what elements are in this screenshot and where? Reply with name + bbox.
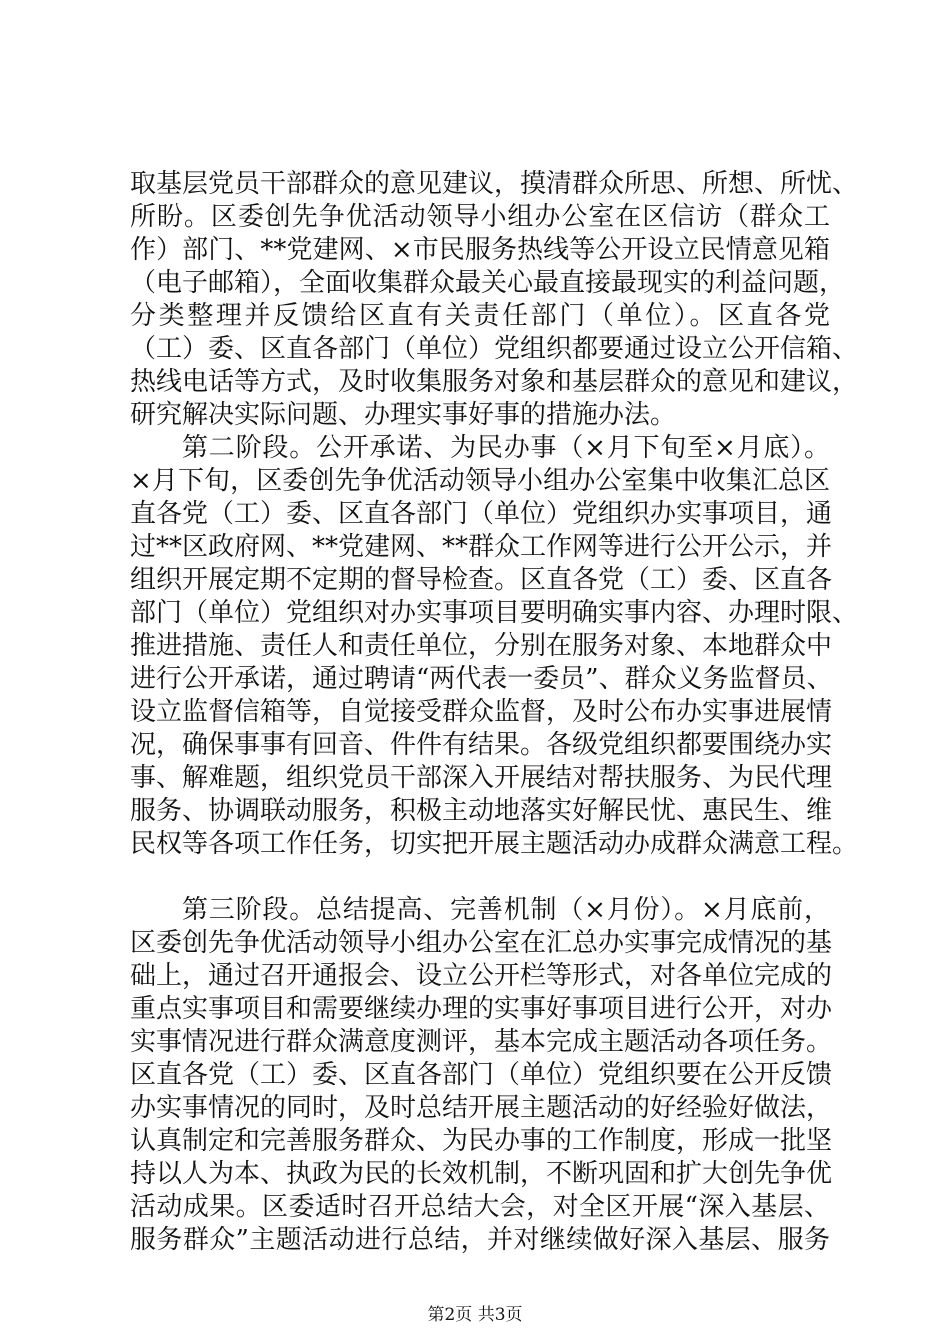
- text-line: 研究解决实际问题、办理实事好事的措施办法。: [130, 400, 677, 430]
- text-line: 过**区政府网、**党建网、**群众工作网等进行公开公示，并: [130, 532, 833, 562]
- text-line: 办实事情况的同时，及时总结开展主题活动的好经验好做法，: [130, 1093, 833, 1123]
- page-footer: 第2页 共3页: [427, 1305, 523, 1325]
- text-line: 实事情况进行群众满意度测评，基本完成主题活动各项任务。: [130, 1027, 833, 1057]
- document-body: [130, 168, 859, 1257]
- text-line: 推进措施、责任人和责任单位，分别在服务对象、本地群众中: [130, 631, 833, 661]
- paragraph-gap: [130, 861, 830, 894]
- text-line: 认真制定和完善服务群众、为民办事的工作制度，形成一批坚: [130, 1126, 833, 1156]
- paragraph-2: [130, 432, 859, 861]
- text-line: 服务、协调联动服务，积极主动地落实好解民忧、惠民生、维: [130, 796, 833, 826]
- text-line: ×月下旬，区委创先争优活动领导小组办公室集中收集汇总区: [130, 466, 830, 496]
- text-line: 组织开展定期不定期的督导检查。区直各党（工）委、区直各: [130, 565, 833, 595]
- text-line: 热线电话等方式，及时收集服务对象和基层群众的意见和建议，: [130, 367, 859, 397]
- paragraph-1: [130, 168, 859, 432]
- text-line: 区直各党（工）委、区直各部门（单位）党组织要在公开反馈: [130, 1060, 833, 1090]
- text-line: 重点实事项目和需要继续办理的实事好事项目进行公开，对办: [130, 994, 833, 1024]
- text-line: 设立监督信箱等，自觉接受群众监督，及时公布办实事进展情: [130, 697, 833, 727]
- text-line: 分类整理并反馈给区直有关责任部门（单位）。区直各党: [130, 301, 830, 331]
- text-line: 第三阶段。总结提高、完善机制（×月份）。×月底前，: [182, 895, 830, 925]
- text-line: 持以人为本、执政为民的长效机制，不断巩固和扩大创先争优: [130, 1159, 833, 1189]
- text-line: 进行公开承诺，通过聘请“两代表一委员”、群众义务监督员、: [130, 664, 833, 694]
- text-line: 事、解难题，组织党员干部深入开展结对帮扶服务、为民代理: [130, 763, 833, 793]
- text-line: 部门（单位）党组织对办实事项目要明确实事内容、办理时限、: [130, 598, 859, 628]
- text-line: 民权等各项工作任务，切实把开展主题活动办成群众满意工程。: [130, 829, 859, 859]
- text-line: 服务群众”主题活动进行总结，并对继续做好深入基层、服务: [130, 1225, 830, 1255]
- text-line: 况，确保事事有回音、件件有结果。各级党组织都要围绕办实: [130, 730, 833, 760]
- text-line: 所盼。区委创先争优活动领导小组办公室在区信访（群众工: [130, 202, 830, 232]
- text-line: 直各党（工）委、区直各部门（单位）党组织办实事项目，通: [130, 499, 833, 529]
- text-line: 区委创先争优活动领导小组办公室在汇总办实事完成情况的基: [130, 928, 833, 958]
- text-line: 作）部门、**党建网、×市民服务热线等公开设立民情意见箱: [130, 235, 830, 265]
- text-line: 活动成果。区委适时召开总结大会，对全区开展“深入基层、: [130, 1192, 830, 1222]
- text-line: （工）委、区直各部门（单位）党组织都要通过设立公开信箱、: [130, 334, 859, 364]
- text-line: 取基层党员干部群众的意见建议，摸清群众所思、所想、所忧、: [130, 169, 859, 199]
- text-line: 第二阶段。公开承诺、为民办事（×月下旬至×月底）。: [182, 433, 830, 463]
- text-line: 础上，通过召开通报会、设立公开栏等形式，对各单位完成的: [130, 961, 833, 991]
- text-line: （电子邮箱），全面收集群众最关心最直接最现实的利益问题，: [130, 268, 846, 298]
- paragraph-3: [130, 894, 833, 1257]
